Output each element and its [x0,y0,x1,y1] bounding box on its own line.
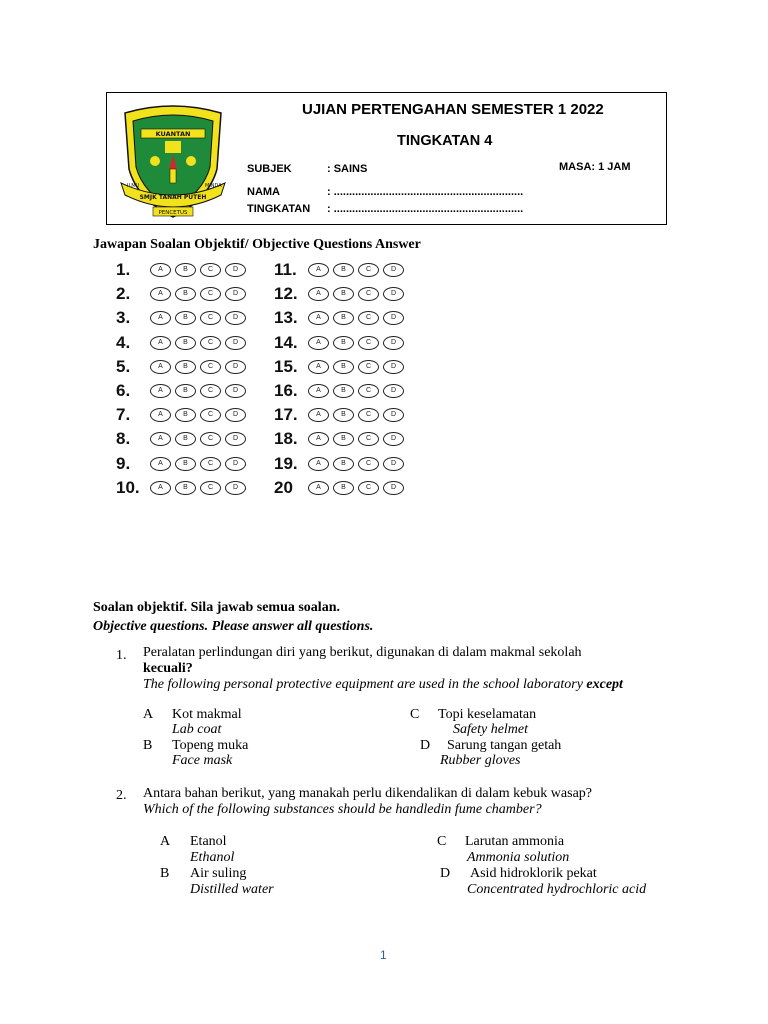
answer-bubble-a[interactable]: A [308,408,329,422]
answer-bubble-b[interactable]: B [175,432,196,446]
answer-row-number: 15. [274,356,298,376]
answer-row [116,452,250,476]
answer-row-number: 6. [116,381,131,400]
answer-bubble-c[interactable]: C [358,384,379,398]
answer-bubble-d[interactable]: D [225,481,246,495]
answer-bubble-c[interactable]: C [358,360,379,374]
answer-bubble-b[interactable]: B [175,384,196,398]
answer-bubble-c[interactable]: C [358,432,379,446]
answer-row-number: 19. [274,453,298,473]
answer-bubble-d[interactable]: D [225,457,246,471]
answer-bubble-d[interactable]: D [225,287,246,301]
answer-bubble-a[interactable]: A [150,263,171,277]
answer-bubble-c[interactable]: C [200,384,221,398]
question-2-text-malay: Antara bahan berikut, yang manakah perlu dikendalikan di dalam kebuk wasap? [143,786,593,801]
answer-row [274,355,408,379]
answer-bubble-b[interactable]: B [333,360,354,374]
answer-bubble-d[interactable]: D [225,311,246,325]
q2-option-c-text[interactable]: Larutan ammonia [465,834,565,849]
q1-option-c-english: Safety helmet [453,722,529,737]
answer-bubble-c[interactable]: C [200,263,221,277]
q1-option-a-text[interactable]: Kot makmal [172,707,242,722]
subject-row [247,163,367,175]
answer-bubble-a[interactable]: A [150,384,171,398]
answer-row-number: 12. [274,284,298,304]
answer-bubble-a[interactable]: A [308,360,329,374]
q1-option-d-letter[interactable]: D [420,738,431,753]
answer-bubble-a[interactable]: A [150,360,171,374]
q2-option-a-english: Ethanol [190,850,235,865]
q1-option-b-english: Face mask [172,753,233,768]
answer-bubble-d[interactable]: D [383,384,404,398]
answer-bubble-b[interactable]: B [175,360,196,374]
answer-row [116,282,250,306]
answer-bubble-d[interactable]: D [225,408,246,422]
answer-bubble-c[interactable]: C [358,457,379,471]
answer-bubble-b[interactable]: B [333,432,354,446]
q1-option-a-letter[interactable]: A [143,707,154,722]
answer-row-number: 1. [116,260,131,279]
answer-row [116,476,250,500]
answer-bubble-c[interactable]: C [358,287,379,301]
name-field[interactable]: : .............................................................. [327,186,524,198]
answer-bubble-c[interactable]: C [200,457,221,471]
instruction-malay: Soalan objektif. Sila jawab semua soalan. [93,600,340,615]
answer-bubble-a[interactable]: A [150,481,171,495]
answer-row [274,452,408,476]
answer-bubble-c[interactable]: C [358,408,379,422]
answer-bubble-b[interactable]: B [175,457,196,471]
q2-option-b-english: Distilled water [190,882,274,897]
logo-right-text: MINDA [205,183,222,189]
answer-bubble-b[interactable]: B [333,408,354,422]
class-label: TINGKATAN [247,203,311,215]
answer-bubble-b[interactable]: B [333,263,354,277]
class-row [247,203,523,215]
exam-title: UJIAN PERTENGAHAN SEMESTER 1 2022 [302,101,604,118]
answer-bubble-a[interactable]: A [150,457,171,471]
answer-bubble-c[interactable]: C [358,311,379,325]
answer-row-number: 5. [116,356,131,376]
answer-row [116,427,250,451]
answer-row-number: 18. [274,429,298,449]
answer-bubble-b[interactable]: B [175,263,196,277]
answer-bubble-a[interactable]: A [150,408,171,422]
name-row [247,186,523,198]
answer-bubble-c[interactable]: C [358,263,379,277]
answer-bubble-d[interactable]: D [225,360,246,374]
answer-row [116,355,250,379]
answer-bubble-d[interactable]: D [383,457,404,471]
answer-row-number: 7. [116,405,131,425]
name-label: NAMA [247,186,280,198]
answer-row-number: 9. [116,453,131,473]
answer-row-number: 17. [274,405,298,425]
answer-bubble-b[interactable]: B [333,384,354,398]
question-1-number: 1. [116,648,127,663]
answer-row-number: 13. [274,308,298,328]
answer-row-number: 16. [274,381,298,400]
answer-bubble-a[interactable]: A [308,384,329,398]
answer-row [274,403,408,427]
answer-bubble-c[interactable]: C [200,287,221,301]
answer-bubble-d[interactable]: D [383,432,404,446]
q2-option-c-letter[interactable]: C [437,834,447,849]
q1-option-c-letter[interactable]: C [410,707,420,722]
logo-left-text: ILMU [127,183,140,189]
answer-bubble-b[interactable]: B [333,287,354,301]
answer-bubble-d[interactable]: D [225,336,246,350]
answer-bubble-a[interactable]: A [308,311,329,325]
answer-bubble-c[interactable]: C [200,336,221,350]
question-1-text-malay: Peralatan perlindungan diri yang berikut, digunakan di dalam makmal sekolah [143,645,582,660]
school-crest-logo [117,99,229,221]
q1-option-b-text[interactable]: Topeng muka [172,738,249,753]
answer-row [274,379,408,403]
q2-option-b-letter[interactable]: B [160,866,170,881]
subject-label: SUBJEK [247,163,292,175]
question-1-text-english: The following personal protective equipment are used in the school laboratory except [143,677,623,692]
answer-bubble-a[interactable]: A [308,432,329,446]
answer-row [274,282,408,306]
answer-bubble-c[interactable]: C [358,481,379,495]
answer-row [116,403,250,427]
question-2-number: 2. [116,788,127,803]
exam-duration: MASA: 1 JAM [559,161,631,173]
answer-bubble-c[interactable]: C [200,432,221,446]
answer-bubble-d[interactable]: D [225,263,246,277]
q2-option-c-english: Ammonia solution [467,850,570,865]
instruction-english: Objective questions. Please answer all questions. [93,619,374,634]
answer-bubble-d[interactable]: D [383,481,404,495]
q2-option-a-text[interactable]: Etanol [190,834,227,849]
q2-option-d-letter[interactable]: D [440,866,451,881]
q2-option-d-text[interactable]: Asid hidroklorik pekat [470,866,597,881]
answer-bubble-b[interactable]: B [333,336,354,350]
answer-bubble-d[interactable]: D [383,263,404,277]
answer-row [274,331,408,355]
answer-bubble-c[interactable]: C [200,408,221,422]
answer-row [116,379,250,403]
q1-option-d-english: Rubber gloves [440,753,521,768]
q1-option-c-text[interactable]: Topi keselamatan [438,707,537,722]
q2-option-a-letter[interactable]: A [160,834,171,849]
logo-top-text: KUANTAN [155,130,191,138]
subject-value: : SAINS [327,163,368,175]
answer-bubble-b[interactable]: B [175,336,196,350]
answer-row [116,306,250,330]
q1-option-a-english: Lab coat [172,722,222,737]
answer-bubble-b[interactable]: B [333,311,354,325]
answer-bubble-c[interactable]: C [358,336,379,350]
answer-bubble-d[interactable]: D [383,311,404,325]
answer-bubble-a[interactable]: A [150,432,171,446]
answer-bubble-a[interactable]: A [308,263,329,277]
answer-bubble-b[interactable]: B [175,287,196,301]
answer-row-number: 3. [116,308,131,328]
q1-option-b-letter[interactable]: B [143,738,153,753]
q2-option-d-english: Concentrated hydrochloric acid [467,882,647,897]
exam-level: TINGKATAN 4 [397,133,493,149]
answer-bubble-a[interactable]: A [150,336,171,350]
answer-row-number: 20 [274,477,293,497]
answer-bubble-d[interactable]: D [383,360,404,374]
answer-row [274,306,408,330]
answer-bubble-a[interactable]: A [150,311,171,325]
answer-bubble-b[interactable]: B [333,481,354,495]
answer-bubble-c[interactable]: C [200,311,221,325]
answer-sheet-heading: Jawapan Soalan Objektif/ Objective Questions Answer [93,237,421,252]
q2-option-b-text[interactable]: Air suling [190,866,247,881]
answer-bubble-d[interactable]: D [383,408,404,422]
answer-row [116,331,250,355]
answer-row-number: 8. [116,429,131,449]
page-number: 1 [380,948,387,962]
answer-bubble-a[interactable]: A [150,287,171,301]
answer-bubble-a[interactable]: A [308,481,329,495]
answer-bubble-c[interactable]: C [200,481,221,495]
answer-bubble-b[interactable]: B [175,408,196,422]
question-1-except: except [586,677,623,692]
answer-bubble-c[interactable]: C [200,360,221,374]
q1-option-d-text[interactable]: Sarung tangan getah [447,738,562,753]
answer-bubble-b[interactable]: B [333,457,354,471]
question-2-text-english: Which of the following substances should be handledin fume chamber? [143,802,542,817]
answer-bubble-a[interactable]: A [308,287,329,301]
answer-bubble-a[interactable]: A [308,457,329,471]
answer-bubble-b[interactable]: B [175,481,196,495]
answer-row-number: 10. [116,477,140,497]
answer-row [274,258,408,282]
answer-bubble-d[interactable]: D [225,384,246,398]
answer-bubble-d[interactable]: D [383,287,404,301]
answer-row-number: 2. [116,284,131,304]
answer-bubble-b[interactable]: B [175,311,196,325]
answer-row [116,258,250,282]
answer-bubble-d[interactable]: D [225,432,246,446]
answer-row-number: 11. [274,260,297,279]
logo-bottom-text: PENCETUS [158,210,188,216]
answer-row-number: 4. [116,332,131,352]
answer-bubble-d[interactable]: D [383,336,404,350]
answer-row [274,476,408,500]
answer-row [274,427,408,451]
answer-row-number: 14. [274,332,298,352]
answer-bubble-a[interactable]: A [308,336,329,350]
logo-ribbon-text: SMJK TANAH PUTEH [139,194,207,201]
exam-header [106,92,667,225]
question-1-text-malay-kecuali: kecuali? [143,661,193,676]
class-field[interactable]: : .............................................................. [327,203,524,215]
